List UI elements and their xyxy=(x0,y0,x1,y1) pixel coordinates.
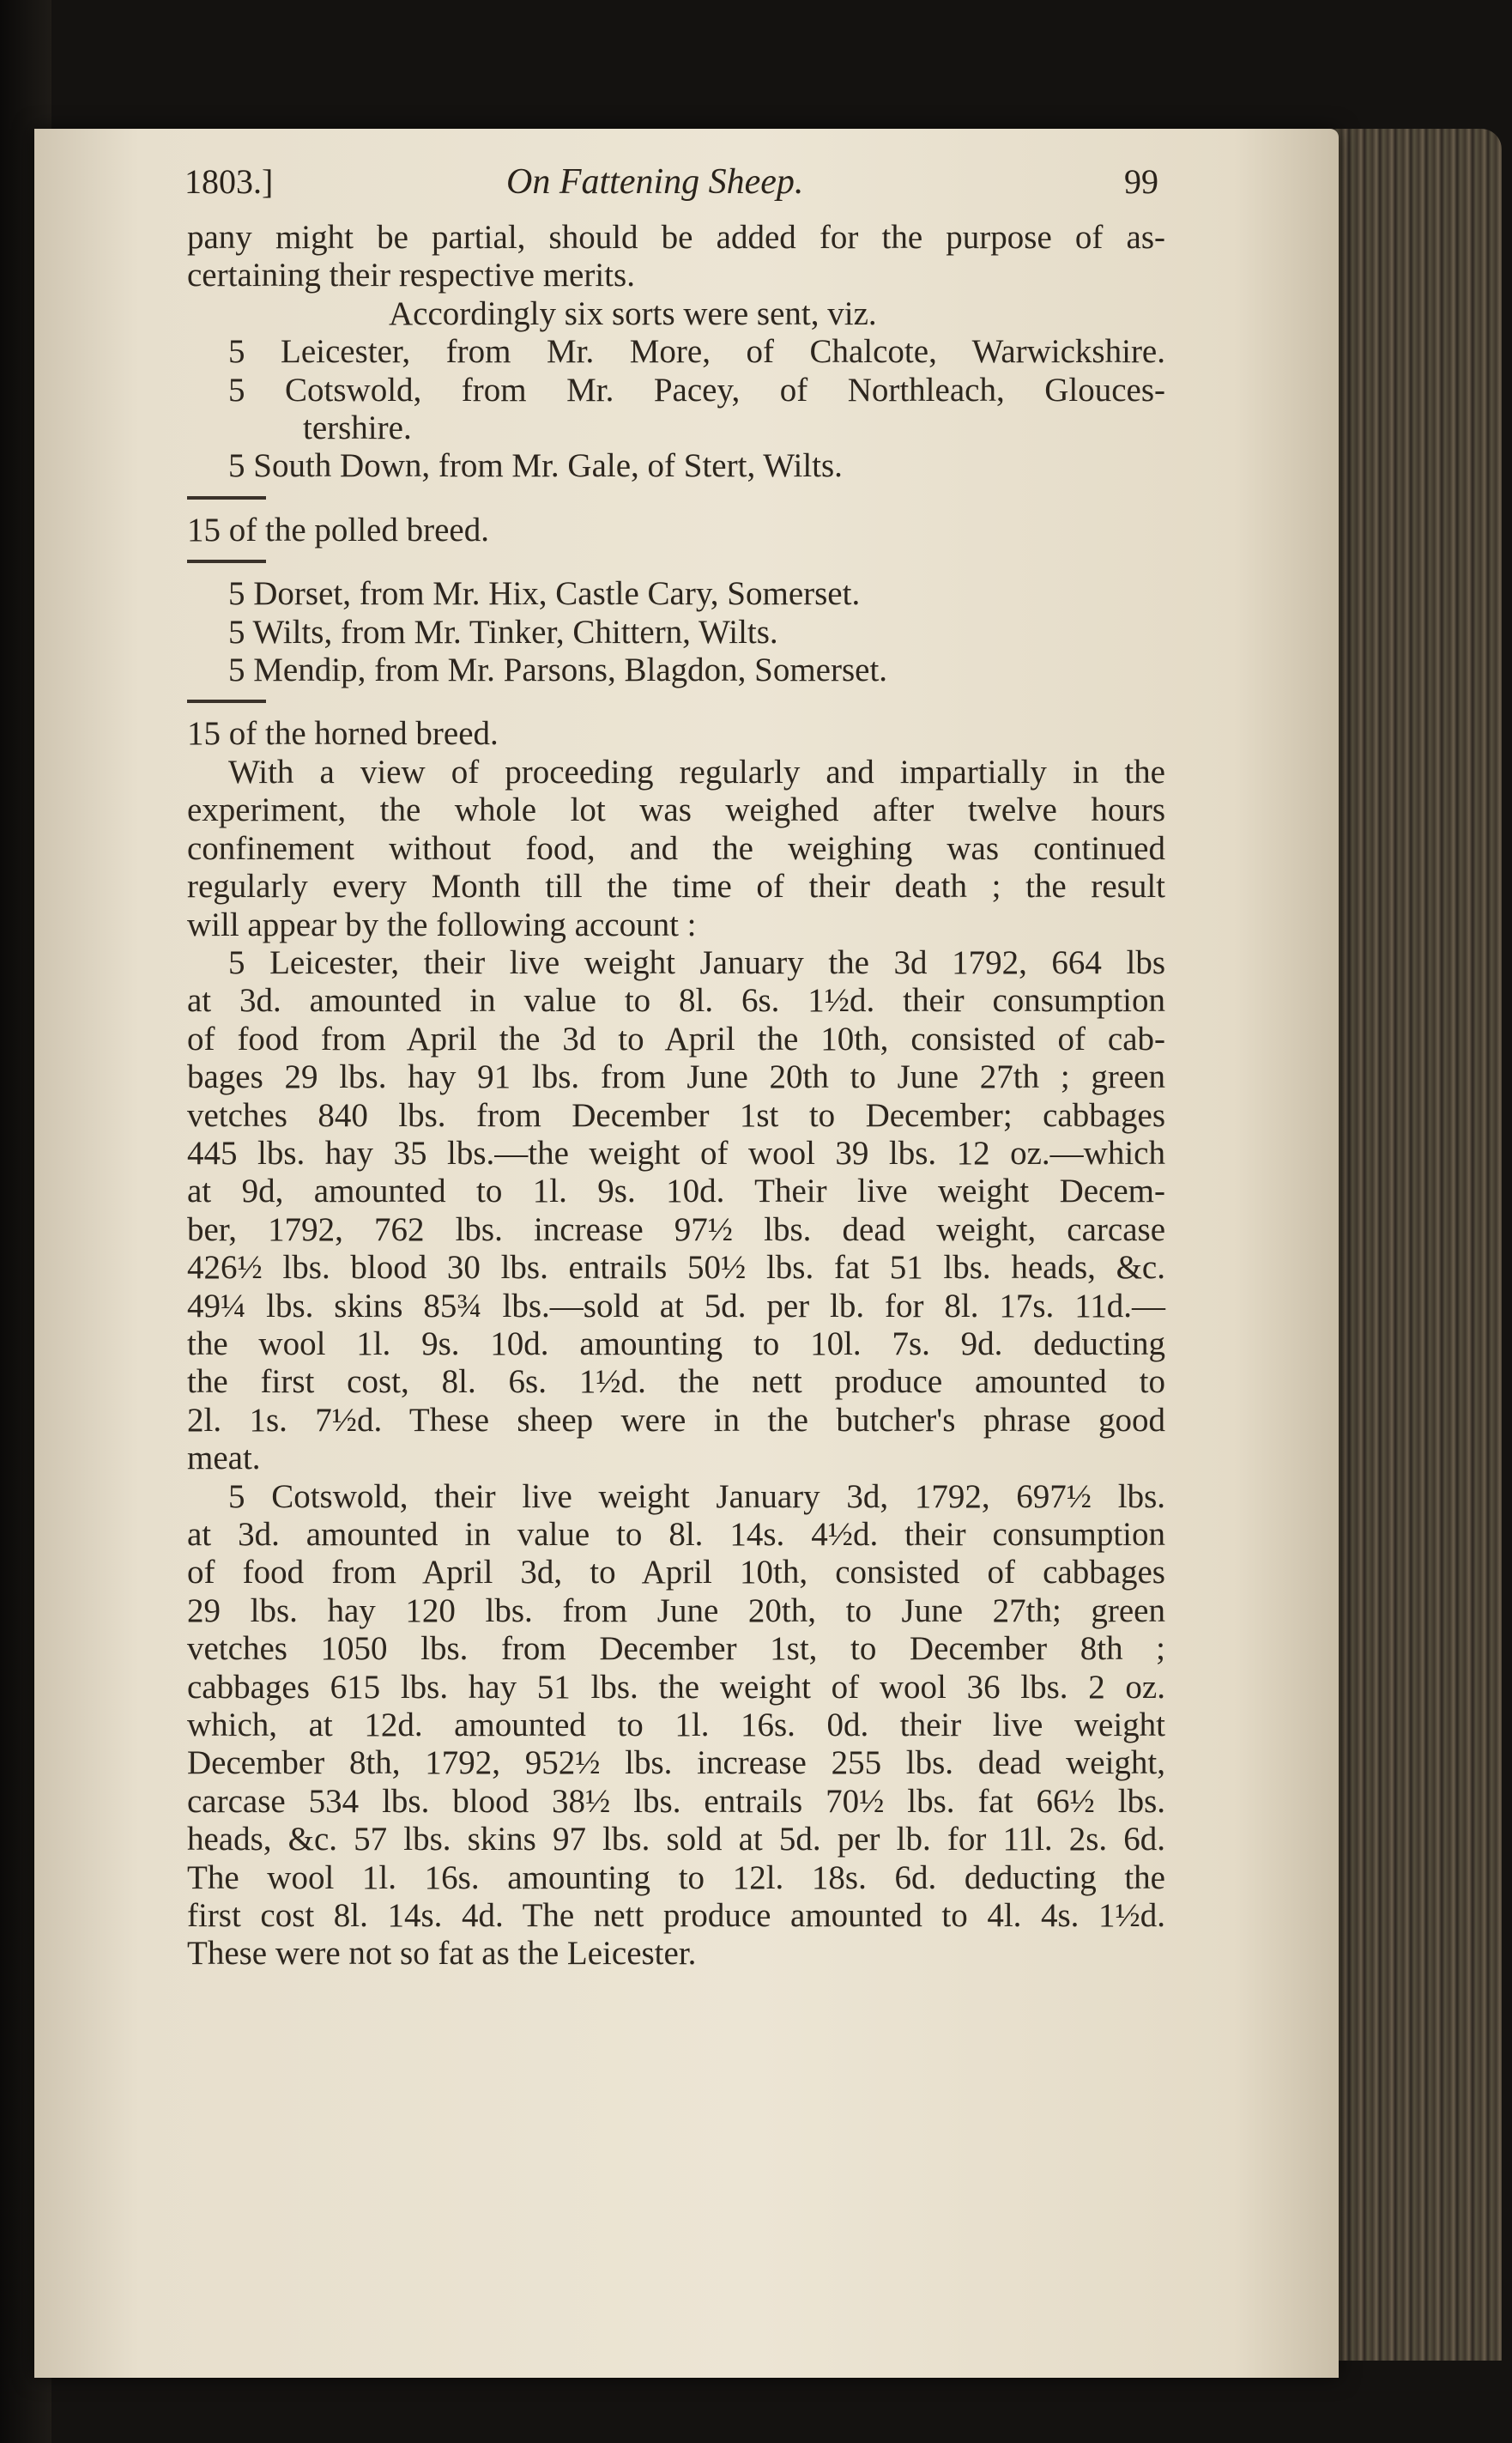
text-line: 5 Cotswold, from Mr. Pacey, of Northleach, Glouces- xyxy=(228,371,1165,409)
text-line: pany might be partial, should be added for the purpose of as- xyxy=(187,219,1165,256)
text-line: tershire. xyxy=(303,409,412,447)
text-line: will appear by the following account : xyxy=(187,906,697,943)
text-line: December 8th, 1792, 952½ lbs. increase 255 lbs. dead weight, xyxy=(187,1744,1165,1782)
page-edges xyxy=(1326,129,1502,2361)
text-line: With a view of proceeding regularly and impartially in the xyxy=(228,753,1165,791)
total-rule xyxy=(187,496,266,500)
text-line: 5 Leicester, their live weight January the 3d 1792, 664 lbs xyxy=(228,943,1165,981)
text-line: at 3d. amounted in value to 8l. 6s. 1½d. their consumption xyxy=(187,982,1165,1020)
header-year: 1803.] xyxy=(184,162,274,201)
text-line: 5 Mendip, from Mr. Parsons, Blagdon, Somerset. xyxy=(228,652,888,689)
text-line: carcase 534 lbs. blood 38½ lbs. entrails 70½ lbs. fat 66½ lbs. xyxy=(187,1782,1165,1820)
text-line: 15 of the polled breed. xyxy=(187,511,489,549)
text-line: heads, &c. 57 lbs. skins 97 lbs. sold at 5d. per lb. for 11l. 2s. 6d. xyxy=(187,1821,1165,1858)
header-title: On Fattening Sheep. xyxy=(506,162,804,202)
body-text xyxy=(187,219,1165,1973)
text-line: 5 Cotswold, their live weight January 3d, 1792, 697½ lbs. xyxy=(228,1477,1165,1515)
text-line: 49¼ lbs. skins 85¾ lbs.—sold at 5d. per lb. for 8l. 17s. 11d.— xyxy=(187,1287,1165,1325)
text-line: first cost 8l. 14s. 4d. The nett produce amounted to 4l. 4s. 1½d. xyxy=(187,1897,1165,1935)
text-line: 5 Dorset, from Mr. Hix, Castle Cary, Somerset. xyxy=(228,575,861,613)
text-line: the first cost, 8l. 6s. 1½d. the nett produce amounted to xyxy=(187,1363,1165,1401)
text-line: cabbages 615 lbs. hay 51 lbs. the weight of wool 36 lbs. 2 oz. xyxy=(187,1668,1165,1706)
text-line: of food from April 3d, to April 10th, consisted of cabbages xyxy=(187,1554,1165,1591)
text-line: experiment, the whole lot was weighed after twelve hours xyxy=(187,791,1165,829)
text-line: Accordingly six sorts were sent, viz. xyxy=(389,294,877,332)
text-line: at 9d, amounted to 1l. 9s. 10d. Their live weight Decem- xyxy=(187,1173,1165,1210)
text-line: the wool 1l. 9s. 10d. amounting to 10l. 7s. 9d. deducting xyxy=(187,1325,1165,1362)
text-line: 15 of the horned breed. xyxy=(187,715,499,753)
text-line: These were not so fat as the Leicester. xyxy=(187,1935,697,1973)
text-line: vetches 840 lbs. from December 1st to December; cabbages xyxy=(187,1096,1165,1134)
text-line: ber, 1792, 762 lbs. increase 97½ lbs. dead weight, carcase xyxy=(187,1210,1165,1248)
text-line: The wool 1l. 16s. amounting to 12l. 18s. 6d. deducting the xyxy=(187,1858,1165,1896)
total-rule xyxy=(187,700,266,703)
text-line: bages 29 lbs. hay 91 lbs. from June 20th to June 27th ; green xyxy=(187,1058,1165,1096)
text-line: 5 Leicester, from Mr. More, of Chalcote, Warwickshire. xyxy=(228,333,1165,371)
text-line: meat. xyxy=(187,1440,261,1477)
text-line: 5 Wilts, from Mr. Tinker, Chittern, Wilts. xyxy=(228,613,778,651)
text-line: 29 lbs. hay 120 lbs. from June 20th, to June 27th; green xyxy=(187,1591,1165,1629)
text-line: vetches 1050 lbs. from December 1st, to December 8th ; xyxy=(187,1630,1165,1668)
text-line: 2l. 1s. 7½d. These sheep were in the butcher's phrase good xyxy=(187,1401,1165,1439)
page-number: 99 xyxy=(1124,162,1158,201)
total-rule xyxy=(187,560,266,563)
text-line: of food from April the 3d to April the 10th, consisted of cab- xyxy=(187,1020,1165,1058)
text-line: at 3d. amounted in value to 8l. 14s. 4½d. their consumption xyxy=(187,1516,1165,1553)
text-line: regularly every Month till the time of their death ; the result xyxy=(187,868,1165,906)
text-line: which, at 12d. amounted to 1l. 16s. 0d. their live weight xyxy=(187,1706,1165,1744)
text-line: 426½ lbs. blood 30 lbs. entrails 50½ lbs. fat 51 lbs. heads, &c. xyxy=(187,1249,1165,1287)
text-line: 5 South Down, from Mr. Gale, of Stert, Wilts. xyxy=(228,447,843,485)
text-line: confinement without food, and the weighing was continued xyxy=(187,829,1165,867)
text-line: certaining their respective merits. xyxy=(187,257,635,294)
text-line: 445 lbs. hay 35 lbs.—the weight of wool 39 lbs. 12 oz.—which xyxy=(187,1134,1165,1172)
